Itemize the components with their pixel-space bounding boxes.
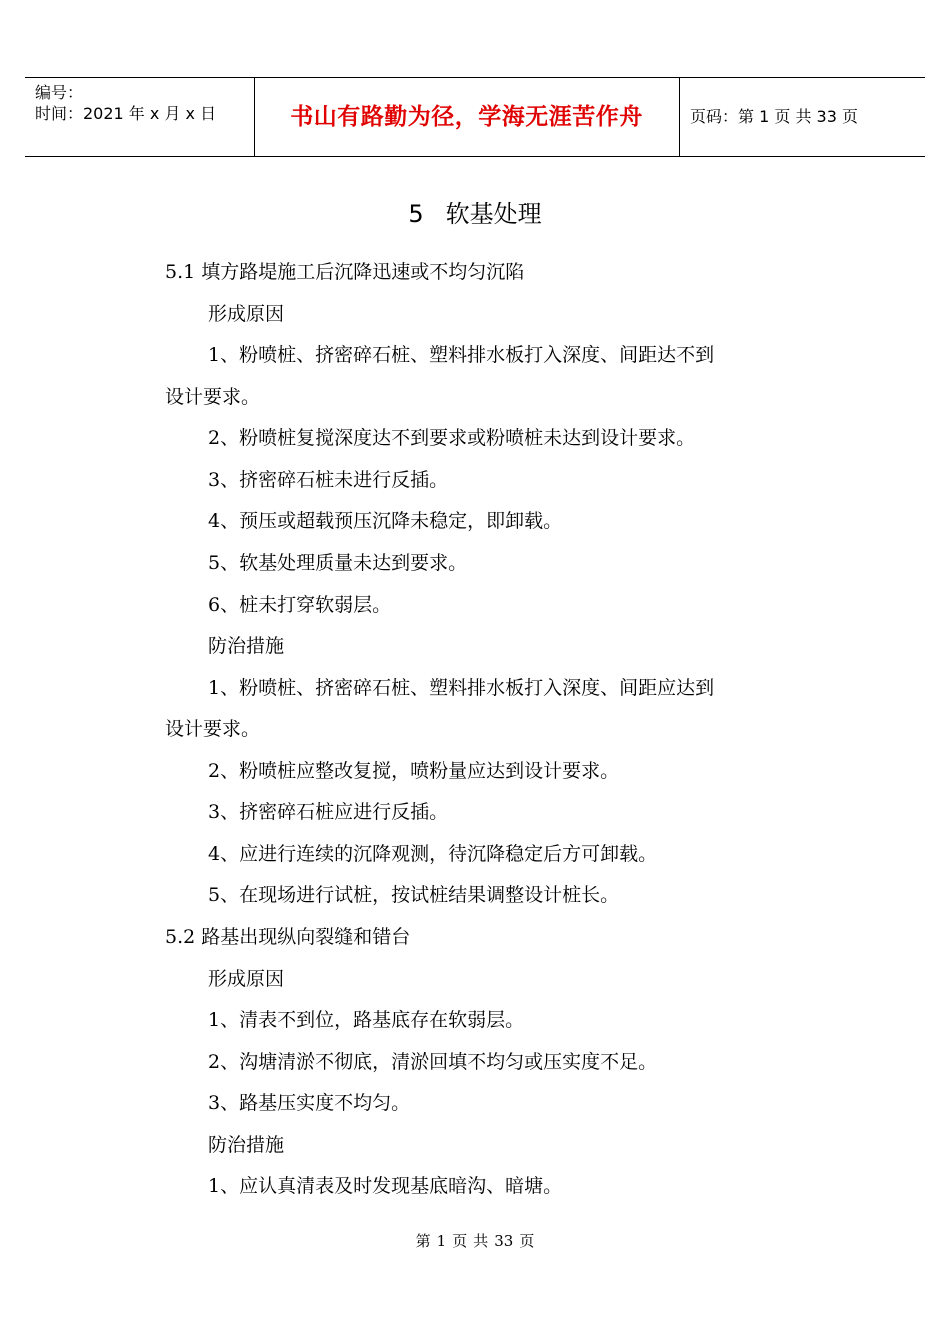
header-right-cell bbox=[680, 78, 925, 156]
section-heading: 5.2 路基出现纵向裂缝和错台 bbox=[165, 926, 411, 948]
footer-ye2: 页 bbox=[519, 1232, 535, 1250]
header-middle-cell bbox=[254, 78, 680, 156]
paragraph-line: 3、挤密碎石桩应进行反插。 bbox=[208, 801, 449, 823]
paragraph-line: 5、软基处理质量未达到要求。 bbox=[208, 552, 468, 574]
paragraph-line: 2、粉喷桩应整改复搅，喷粉量应达到设计要求。 bbox=[208, 760, 620, 782]
footer-di: 第 bbox=[415, 1232, 431, 1250]
subheading-causes: 形成原因 bbox=[208, 968, 285, 990]
subheading-causes: 形成原因 bbox=[208, 303, 285, 325]
footer-total-pages: 33 bbox=[494, 1232, 514, 1250]
footer-ye: 页 bbox=[452, 1232, 468, 1250]
header-motto: 书山有路勤为径，学海无涯苦作舟 bbox=[290, 104, 643, 130]
paragraph-line: 1、粉喷桩、挤密碎石桩、塑料排水板打入深度、间距应达到 bbox=[208, 677, 715, 699]
chapter-title-text: 软基处理 bbox=[445, 200, 542, 228]
header-left-cell bbox=[25, 78, 255, 156]
subheading-measures: 防治措施 bbox=[208, 635, 285, 657]
paragraph-line: 2、粉喷桩复搅深度达不到要求或粉喷桩未达到设计要求。 bbox=[208, 427, 696, 449]
paragraph-line: 1、粉喷桩、挤密碎石桩、塑料排水板打入深度、间距达不到 bbox=[208, 344, 715, 366]
paragraph-line: 4、预压或超载预压沉降未稳定，即卸载。 bbox=[208, 510, 563, 532]
paragraph-line: 5、在现场进行试桩，按试桩结果调整设计桩长。 bbox=[208, 884, 620, 906]
header-page-label: 页码：第 1 页 共 33 页 bbox=[690, 107, 858, 126]
paragraph-line: 3、挤密碎石桩未进行反插。 bbox=[208, 469, 449, 491]
section-heading: 5.1 填方路堤施工后沉降迅速或不均匀沉陷 bbox=[165, 261, 525, 283]
chapter-number: 5 bbox=[408, 200, 424, 228]
subheading-measures: 防治措施 bbox=[208, 1134, 285, 1156]
paragraph-line: 设计要求。 bbox=[165, 386, 261, 408]
page-footer bbox=[0, 1230, 950, 1252]
paragraph-line: 1、应认真清表及时发现基底暗沟、暗塘。 bbox=[208, 1175, 563, 1197]
footer-page-number: 1 bbox=[436, 1232, 447, 1250]
paragraph-line: 6、桩未打穿软弱层。 bbox=[208, 594, 392, 616]
footer-gong: 共 bbox=[473, 1232, 489, 1250]
page-header bbox=[25, 77, 925, 157]
paragraph-line: 设计要求。 bbox=[165, 718, 261, 740]
paragraph-line: 1、清表不到位，路基底存在软弱层。 bbox=[208, 1009, 525, 1031]
chapter-title bbox=[0, 197, 950, 231]
paragraph-line: 2、沟塘清淤不彻底，清淤回填不均匀或压实度不足。 bbox=[208, 1051, 658, 1073]
document-time-label: 时间：2021 年 x 月 x 日 bbox=[35, 104, 217, 123]
paragraph-line: 3、路基压实度不均匀。 bbox=[208, 1092, 411, 1114]
document-number-label: 编号： bbox=[35, 83, 84, 102]
paragraph-line: 4、应进行连续的沉降观测，待沉降稳定后方可卸载。 bbox=[208, 843, 658, 865]
